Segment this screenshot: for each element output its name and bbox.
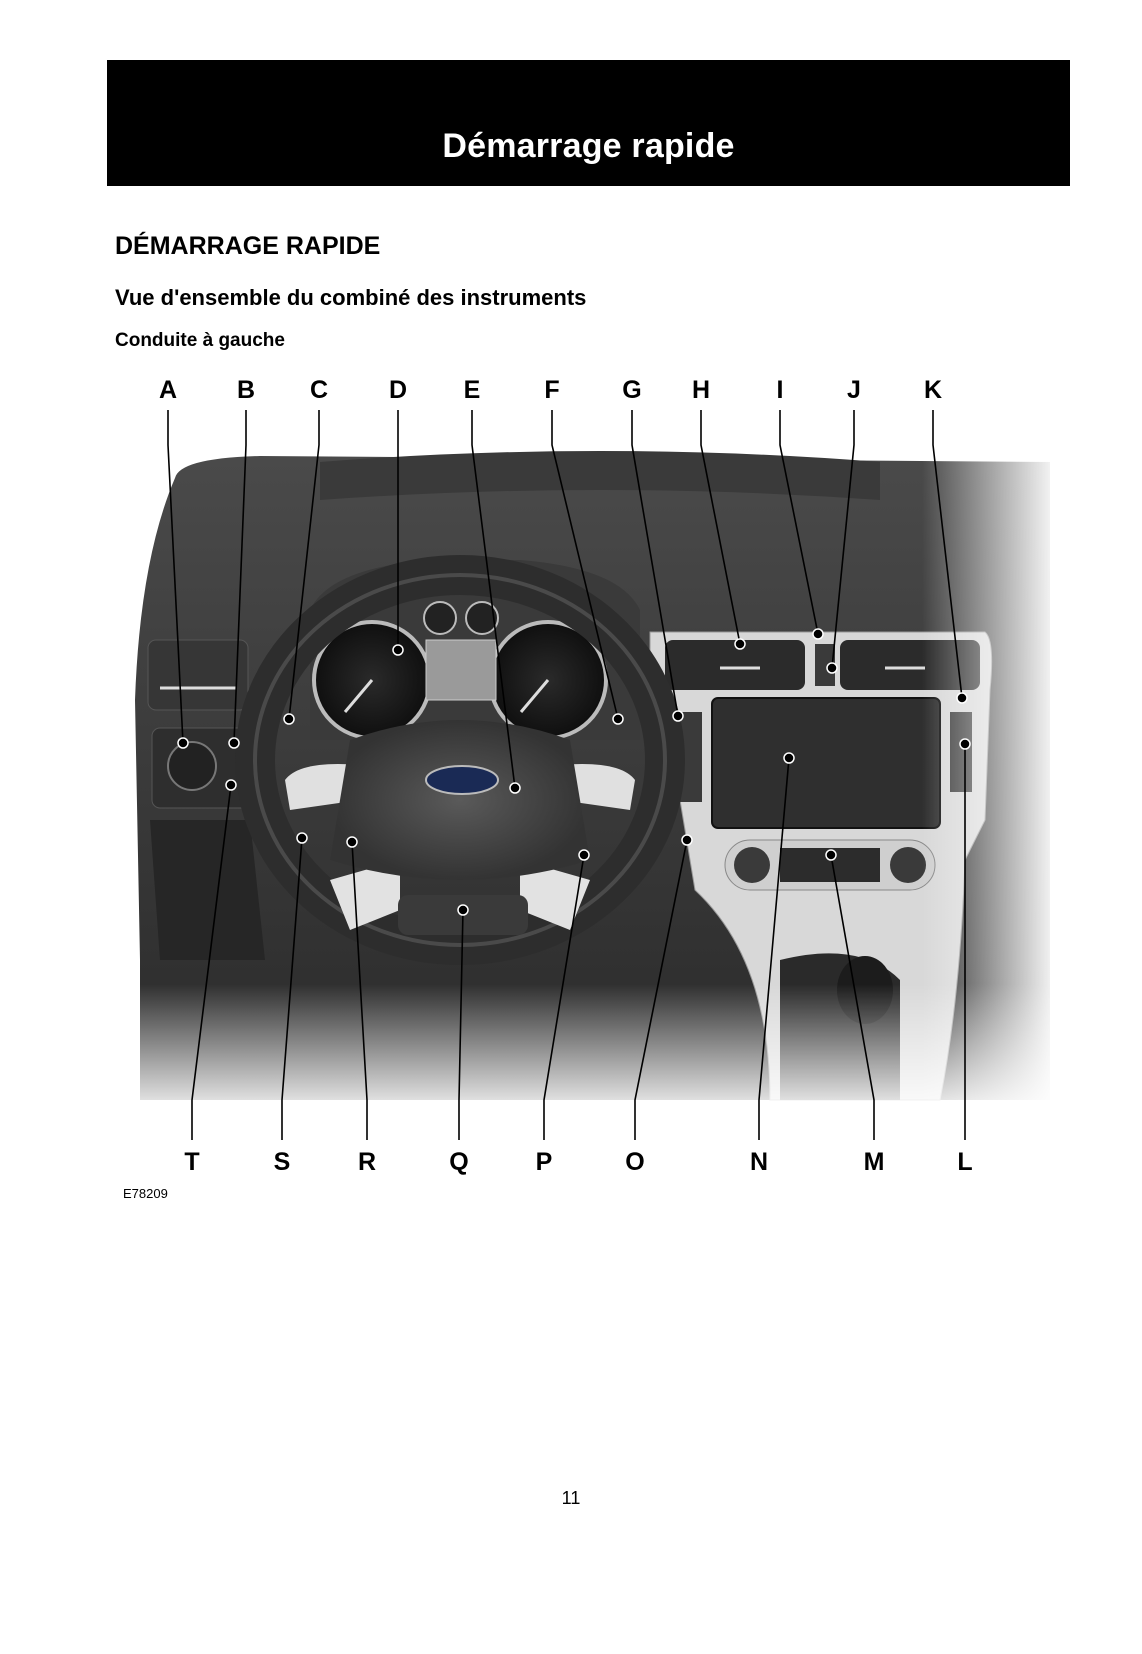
page-number: 11 [561, 1488, 581, 1508]
callout-dot-h [735, 639, 745, 649]
callout-dot-d [393, 645, 403, 655]
callout-dot-i [813, 629, 823, 639]
subtitle: Vue d'ensemble du combiné des instruments [115, 285, 587, 310]
callout-label-h: H [691, 376, 711, 404]
callout-label-a: A [158, 376, 178, 404]
callout-dot-f [613, 714, 623, 724]
callout-label-r: R [357, 1148, 377, 1176]
bottom-callout-labels [184, 1148, 972, 1176]
caption: Conduite à gauche [115, 330, 285, 351]
callout-dot-c [284, 714, 294, 724]
callout-label-t: T [184, 1148, 200, 1176]
callout-dot-m [826, 850, 836, 860]
callout-label-i: I [776, 376, 784, 404]
callout-dot-j [827, 663, 837, 673]
figure-id: E78209 [123, 1186, 168, 1201]
callout-dot-p [579, 850, 589, 860]
callout-label-g: G [622, 376, 642, 404]
callout-label-d: D [388, 376, 408, 404]
callout-dot-l [960, 739, 970, 749]
callout-dot-b [229, 738, 239, 748]
callout-label-q: Q [449, 1148, 469, 1176]
callout-label-o: O [625, 1148, 645, 1176]
callout-dot-o [682, 835, 692, 845]
callout-dot-n [784, 753, 794, 763]
callout-label-m: M [863, 1148, 885, 1176]
callout-dot-e [510, 783, 520, 793]
callout-dot-r [347, 837, 357, 847]
callout-label-f: F [544, 376, 560, 404]
callout-label-j: J [847, 376, 861, 404]
callout-label-l: L [957, 1148, 973, 1176]
callout-label-k: K [923, 376, 943, 404]
callout-dot-g [673, 711, 683, 721]
callout-dot-a [178, 738, 188, 748]
callout-label-e: E [463, 376, 481, 404]
callout-label-s: S [273, 1148, 291, 1176]
callout-label-n: N [749, 1148, 769, 1176]
dashboard-illustration [135, 440, 1060, 1120]
callout-label-c: C [309, 376, 329, 404]
top-callout-labels [159, 376, 942, 404]
section-title: DÉMARRAGE RAPIDE [115, 232, 381, 260]
callout-label-p: P [535, 1148, 553, 1176]
callout-dot-k [957, 693, 967, 703]
callout-label-b: B [236, 376, 256, 404]
header-title: Démarrage rapide [442, 127, 735, 165]
callout-dot-q [458, 905, 468, 915]
callout-dot-s [297, 833, 307, 843]
callout-dot-t [226, 780, 236, 790]
